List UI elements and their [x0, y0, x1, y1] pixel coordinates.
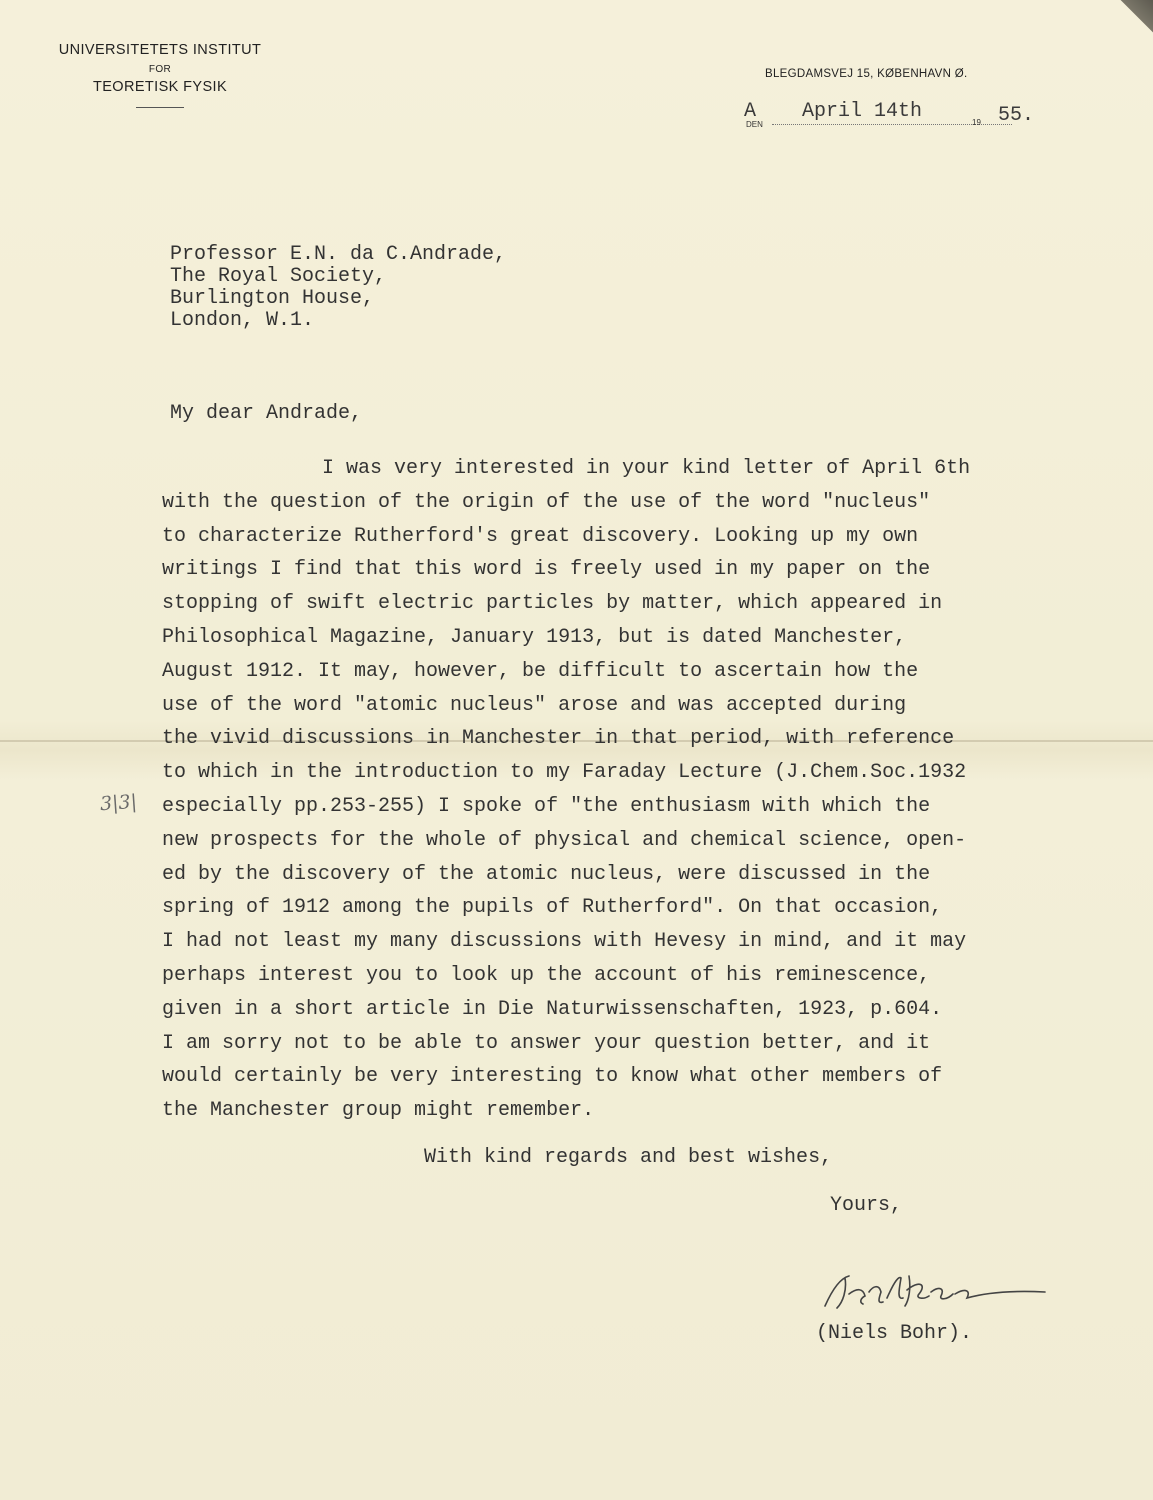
body-line: stopping of swift electric particles by matter, which appeared in — [162, 592, 943, 616]
letterhead — [50, 42, 270, 108]
body-line: use of the word "atomic nucleus" arose and was accepted during — [162, 693, 907, 717]
salutation: My dear Andrade, — [170, 402, 363, 425]
letterhead-line-1: UNIVERSITETETS INSTITUT — [58, 42, 262, 58]
date-mark: A — [744, 100, 757, 123]
body-line: to characterize Rutherford's great discovery. Looking up my own — [162, 524, 919, 548]
body-line: with the question of the origin of the use of the word "nucleus" — [162, 490, 931, 514]
body-line: spring of 1912 among the pupils of Rutherford". On that occasion, — [162, 896, 943, 920]
letterhead-rule — [136, 107, 184, 108]
body-line: writings I find that this word is freely used in my paper on the — [162, 558, 931, 582]
body-line: perhaps interest you to look up the account of his reminescence, — [162, 963, 931, 987]
handwritten-signature — [815, 1268, 1055, 1318]
recipient-line: London, W.1. — [170, 309, 315, 332]
body-line: would certainly be very interesting to know what other members of — [162, 1065, 943, 1089]
letterhead-line-3: TEORETISK FYSIK — [92, 79, 228, 95]
body-line: August 1912. It may, however, be difficult to ascertain how the — [162, 659, 919, 683]
letter-date: April 14th — [802, 100, 923, 123]
body-line: ed by the discovery of the atomic nucleus, were discussed in the — [162, 862, 931, 886]
den-label: DEN — [746, 120, 763, 129]
recipient-line: Professor E.N. da C.Andrade, — [170, 243, 507, 266]
body-line: given in a short article in Die Naturwissenschaften, 1923, p.604. — [162, 997, 943, 1021]
handwritten-margin-note: 3|3| — [99, 790, 138, 816]
typed-signature-name: (Niels Bohr). — [816, 1322, 973, 1345]
body-line: the vivid discussions in Manchester in that period, with reference — [162, 727, 955, 751]
closing-line: With kind regards and best wishes, — [424, 1146, 833, 1169]
body-line: I am sorry not to be able to answer your question better, and it — [162, 1031, 931, 1055]
body-line: especially pp.253-255) I spoke of "the enthusiasm with which the — [162, 794, 931, 818]
century-label: 19 — [972, 118, 981, 127]
letterhead-line-2: FOR — [148, 64, 172, 75]
body-line: I had not least my many discussions with Hevesy in mind, and it may — [162, 930, 967, 954]
recipient-address — [170, 244, 506, 332]
recipient-line: The Royal Society, — [170, 265, 387, 288]
body-line: I was very interested in your kind letter of April 6th — [322, 457, 971, 480]
letter-year: 55. — [998, 104, 1035, 127]
valediction: Yours, — [830, 1194, 903, 1217]
institute-address: BLEGDAMSVEJ 15, KØBENHAVN Ø. — [765, 68, 968, 80]
recipient-line: Burlington House, — [170, 287, 375, 310]
body-line: new prospects for the whole of physical and chemical science, open- — [162, 828, 967, 852]
body-line: Philosophical Magazine, January 1913, but is dated Manchester, — [162, 625, 907, 649]
dateline — [744, 100, 1044, 134]
page-corner-fold — [1113, 0, 1153, 40]
letter-body — [162, 452, 1122, 1128]
body-line: the Manchester group might remember. — [162, 1099, 595, 1123]
body-line: to which in the introduction to my Faraday Lecture (J.Chem.Soc.1932 — [162, 761, 967, 785]
